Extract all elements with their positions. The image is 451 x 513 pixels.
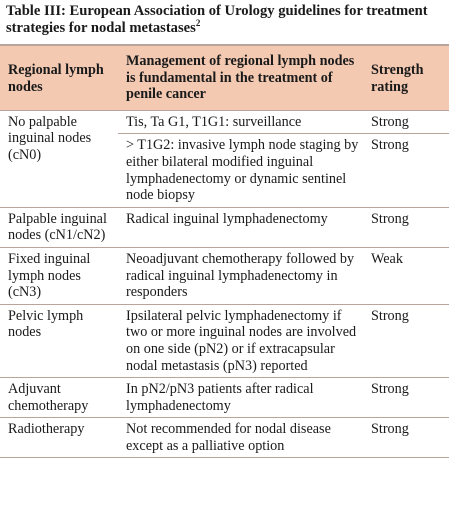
table-row — [0, 418, 449, 458]
footnote-reference: 2 — [195, 18, 201, 29]
table-row — [0, 378, 449, 418]
strength-rating-cell: Strong — [363, 418, 449, 458]
strength-rating-cell: Strong — [363, 304, 449, 377]
table-row — [0, 110, 449, 134]
strength-rating-cell: Strong — [363, 134, 449, 207]
management-cell: In pN2/pN3 patients after radical lymphadenectomy — [118, 378, 363, 418]
node-cell: Palpable inguinal nodes (cN1/cN2) — [0, 207, 118, 247]
strength-rating-cell: Weak — [363, 247, 449, 304]
node-cell: No palpable inguinal nodes (cN0) — [0, 110, 118, 207]
header-management: Management of regional lymph nodes is fundamental in the treatment of penile cancer — [118, 45, 363, 110]
table-row — [0, 304, 449, 377]
strength-rating-cell: Strong — [363, 207, 449, 247]
header-strength-rating: Strength rating — [363, 45, 449, 110]
management-cell: Tis, Ta G1, T1G1: surveillance — [118, 110, 363, 134]
table-row — [0, 207, 449, 247]
guidelines-table — [0, 44, 449, 458]
table-caption — [6, 3, 446, 37]
table-row — [0, 247, 449, 304]
management-cell: Neoadjuvant chemotherapy followed by radical inguinal lymphadenectomy in responders — [118, 247, 363, 304]
strength-rating-cell: Strong — [363, 378, 449, 418]
node-cell: Adjuvant chemotherapy — [0, 378, 118, 418]
node-cell: Radiotherapy — [0, 418, 118, 458]
header-regional-lymph-nodes: Regional lymph nodes — [0, 45, 118, 110]
management-cell: Ipsilateral pelvic lymphadenectomy if two or more inguinal nodes are involved on one side (pN2) or if extracapsular nodal metastasis (pN3) reported — [118, 304, 363, 377]
management-cell: > T1G2: invasive lymph node staging by either bilateral modified inguinal lymphadenectomy or dynamic sentinel node biopsy — [118, 134, 363, 207]
management-cell: Radical inguinal lymphadenectomy — [118, 207, 363, 247]
table-body — [0, 110, 449, 458]
node-cell: Pelvic lymph nodes — [0, 304, 118, 377]
strength-rating-cell: Strong — [363, 110, 449, 134]
header-row — [0, 45, 449, 110]
table-caption-text: Table III: European Association of Urology guidelines for treatment strategies for nodal metastases — [6, 3, 428, 36]
management-cell: Not recommended for nodal disease except as a palliative option — [118, 418, 363, 458]
node-cell: Fixed inguinal lymph nodes (cN3) — [0, 247, 118, 304]
table-header — [0, 45, 449, 110]
